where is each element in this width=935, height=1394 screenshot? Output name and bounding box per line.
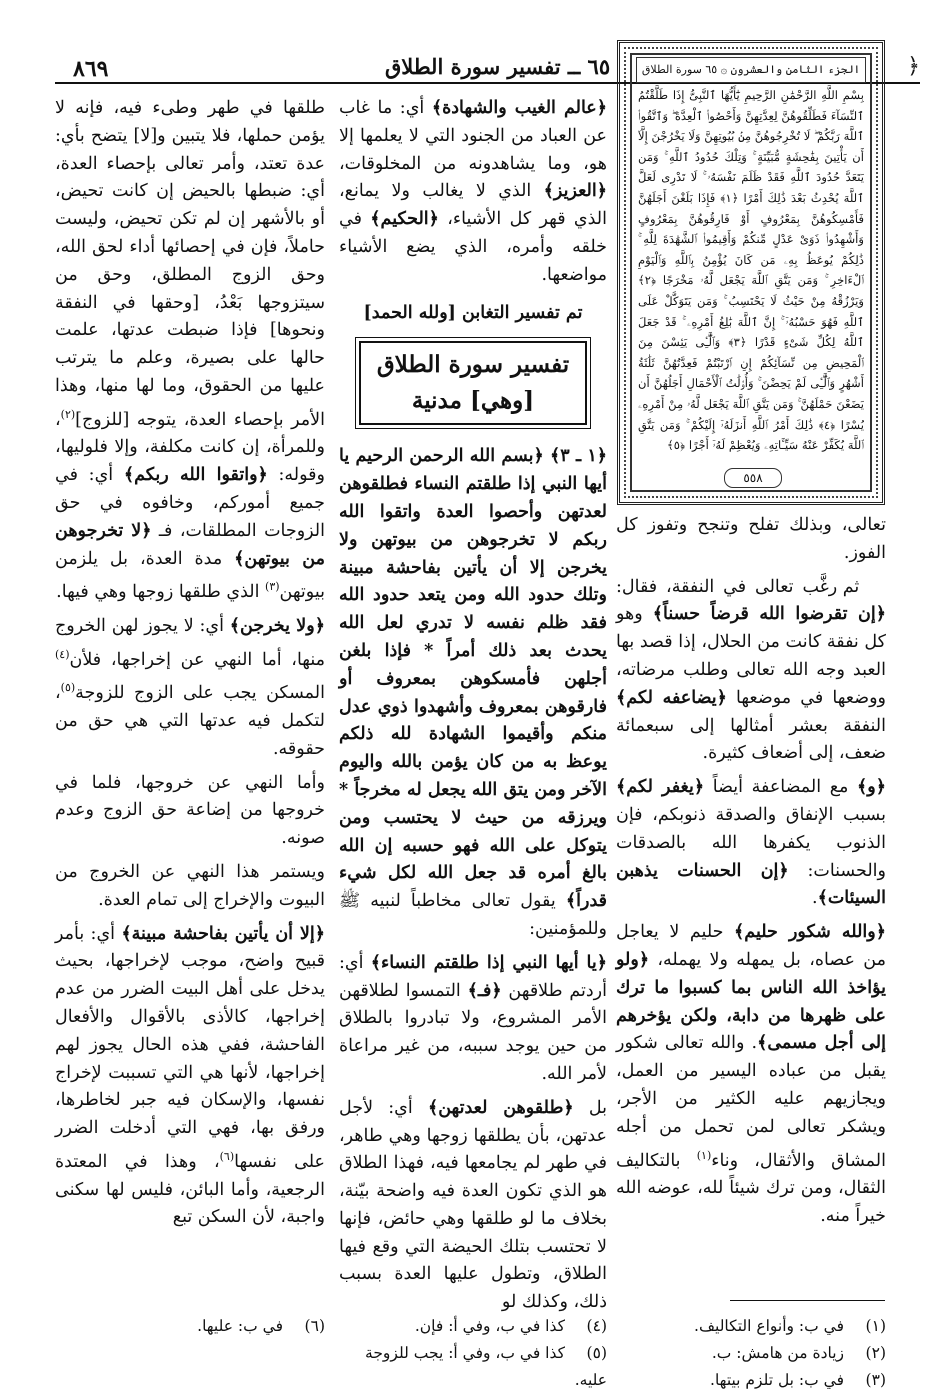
- footnote-ref[interactable]: (٥): [60, 681, 76, 695]
- paragraph: ﴿إلا أن يأتين بفاحشة مبينة﴾ أي: بأمر قبيح واضح، موجب لإخراجها، بحيث يدخل على أهل البيت الضرر من عدم إخراجها، كالأذى بالأقوال والأفعال الفاحشة، ففي هذه الحال يجوز لهم إخراجها، لأنها هي التي تسببت لإخراج نفسها، والإسكان فيه جبر لخاطرها، ورفق بها، فهي التي أدخلت الضرر على نفسها$^{(٦)}$، وهذا في المعتدة الرجعية، وأما البائن، فليس لها سكنى واجبة، لأن السكن تبع: [55, 923, 325, 1228]
- paragraph: ﴿ولا يخرجن﴾ أي: لا يجوز لهن الخروج منها، أما النهي عن إخراجها، فلأن$^{(٤)}$ المسكن يجب على الزوج للزوجة$^{(٥)}$، لتكمل فيه عدتها التي هي حق من حقوقه.: [55, 616, 325, 759]
- footnotes-middle: [339, 1313, 607, 1394]
- verse-quote: ﴿و﴾: [857, 777, 886, 798]
- mushaf-page-image: [617, 40, 885, 505]
- surah-type: [وهي] مدنية: [411, 387, 535, 415]
- column-middle: [339, 95, 607, 1323]
- verse-quote: ﴿يغفر لكم﴾: [616, 777, 705, 798]
- header-bracket-right: ﴿: [907, 54, 920, 79]
- footnote-ref[interactable]: (١): [696, 1148, 712, 1162]
- verse-quote: ﴿ولو يؤاخذ الله الناس بما كسبوا ما ترك على ظهرها من دابة، ولكن يؤخرهم إلى أجل مسمى﴾: [616, 949, 886, 1054]
- column-left: [55, 95, 325, 1238]
- verse-quote: ﴿إلا أن يأتين بفاحشة مبينة﴾: [121, 923, 325, 944]
- verse-quote: ﴿يضاعفه لكم﴾: [616, 687, 727, 708]
- verse-quote: ﴿العزيز﴾: [543, 181, 607, 202]
- verse-quote: ﴿الحكيم﴾: [370, 209, 439, 230]
- verse-quote: ﴿عالم الغيب والشهادة﴾: [431, 98, 607, 118]
- paragraph: بل ﴿طلقوهن لعدتهن﴾ أي: لأجل عدتهن، بأن يطلقها زوجها وهي طاهر، في طهر لم يجامعها فيه، فهذا الطلاق هو الذي تكون العدة فيه واضحة بيّنة، بخلاف ما لو طلقها وهي حائض، فإنها لا تحتسب بتلك الحيضة التي وقع فيها الطلاق، وتطول عليها العدة بسبب ذلك، وكذلك لو: [339, 1097, 607, 1313]
- paragraph: ﴿و﴾ مع المضاعفة أيضاً ﴿يغفر لكم﴾ بسبب الإنفاق والصدقة ذنوبكم، فإن الذنوب يكفرها الله بالصدقات والحسنات: ﴿إن الحسنات يذهبن السيئات﴾.: [616, 777, 886, 909]
- footnotes-right: [616, 1313, 886, 1394]
- surah-title-box: [359, 341, 587, 425]
- footnote-ref[interactable]: (٢): [60, 407, 76, 421]
- verse-quote: ﴿إن الحسنات يذهبن السيئات﴾: [616, 860, 886, 909]
- paragraph: ﴿عالم الغيب والشهادة﴾ أي: ما غاب عن العباد من الجنود التي لا يعلمها إلا هو، وما يشاهدونه من المخلوقات، ﴿العزيز﴾ الذي لا يغالب ولا يمانع، الذي قهر كل الأشياء، ﴿الحكيم﴾ في خلقه وأمره، الذي يضع الأشياء مواضعها.: [339, 98, 607, 285]
- verse-quote: ﴿إن تقرضوا الله قرضاً حسناً﴾: [652, 604, 886, 625]
- footnote: (٤)كذا في ب، وفي أ: فإن.: [414, 1317, 607, 1335]
- mushaf-header: الجزء الثامن والعشرون ۞ ٦٥ سورة الطلاق: [636, 57, 866, 83]
- verse-quote: ﴿والله شكور حليم﴾: [734, 922, 886, 943]
- footnote: (٣)في ب: بل تلزم بيتها.: [710, 1371, 886, 1389]
- paragraph: ويستمر هذا النهي عن الخروج من البيوت والإخراج إلى تمام العدة.: [55, 862, 325, 910]
- verse-quote: ﴿طلقوهن لعدتهن﴾: [427, 1097, 574, 1118]
- paragraph: ﴿يا أيها النبي إذا طلقتم النساء﴾ أي: أردتم طلاقهن ﴿فـ﴾ التمسوا لطلاقهن الأمر المشروع، ولا تبادروا بالطلاق من حين يوجد سببه، من غير مراعاة لأمر الله.: [339, 952, 607, 1084]
- page-title: ٦٥ ــ تفسير سورة الطلاق: [385, 54, 611, 79]
- verse-quote: ﴿لا تخرجوهن من بيوتهن﴾: [55, 520, 325, 569]
- page-number: ٨٦٩: [73, 56, 109, 82]
- paragraph: طلقها في طهر وطىء فيه، فإنه لا يؤمن حملها، فلا يتبين و[لا] يتضح بأي: عدة تعتد، وأمر تعالى بإحصاء العدة، أي: ضبطها بالحيض إن كانت تحيض، أو بالأشهر إن لم تكن تحيض، وليست حاملاً، فإن في إحصائها أداء لحق الله، وحق الزوج المطلق، وحق من سيتزوجها بَعْدُ، [وحقها في النفقة ونحوها] فإذا ضبطت عدتها، علمت حالها على بصيرة، وعلم ما يترتب عليها من الحقوق، وما لها منها، وهذا الأمر بإحصاء العدة، يتوجه [للزوج]$^{(٢)}$، وللمرأة، إن كانت مكلفة، وإلا فلوليها، وقوله: ﴿واتقوا الله ربكم﴾ أي: في جميع أموركم، وخافوه في حق الزوجات المطلقات، فـ ﴿لا تخرجوهن من بيوتهن﴾ مدة العدة، بل يلزمن بيوتهن$^{(٣)}$ الذي طلقها زوجها وهي فيها.: [55, 98, 325, 603]
- footnotes-left: [55, 1313, 325, 1340]
- paragraph: وأما النهي عن خروجها، فلما في خروجها من إضاعة حق الزوج وعدم صونه.: [55, 772, 325, 849]
- verse-quote: ﴿واتقوا الله ربكم﴾: [123, 465, 268, 486]
- paragraph: ﴿١ ـ ٣﴾ ﴿بسم الله الرحمن الرحيم يا أيها النبي إذا طلقتم النساء فطلقوهن لعدتهن وأحصوا العدة واتقوا الله ربكم لا تخرجوهن من بيوتهن ولا يخرجن إلا أن يأتين بفاحشة مبينة وتلك حدود الله ومن يتعد حدود الله فقد ظلم نفسه لا تدري لعل الله يحدث بعد ذلك أمراً * فإذا بلغن أجلهن فأمسكوهن بمعروف أو فارقوهن بمعروف وأشهدوا ذوي عدل منكم وأقيموا الشهادة لله ذلكم يوعظ به من كان يؤمن بالله واليوم الآخر ومن يتق الله يجعل له مخرجاً * ويرزقه من حيث لا يحتسب ومن يتوكل على الله فهو حسبه إن الله بالغ أمره قد جعل الله لكل شيء قدراً﴾ يقول تعالى مخاطباً لنبيه ﷺ وللمؤمنين:: [339, 446, 608, 939]
- verse-quote: ﴿ولا يخرجن﴾: [229, 616, 325, 636]
- paragraph: تعالى، وبذلك تفلح وتنجح وتفوز كل الفوز.: [616, 515, 886, 563]
- verse-quote: ﴿يا أيها النبي إذا طلقتم النساء﴾: [370, 952, 607, 973]
- surah-end-note: تم تفسير التغابن [ولله الحمد]: [363, 302, 583, 323]
- paragraph: ﴿والله شكور حليم﴾ حليم لا يعاجل من عصاه، بل يمهله ولا يهمله، ﴿ولو يؤاخذ الله الناس بما كسبوا ما ترك على ظهرها من دابة، ولكن يؤخرهم إلى أجل مسمى﴾. والله تعالى شكور يقبل من عباده اليسير من العمل، ويجازيهم عليه الكثير من الأجر، ويشكر تعالى لمن تحمل من أجله المشاق والأثقال، وناء$^{(١)}$ بالتكاليف الثقال، ومن ترك شيئاً لله، عوضه الله خيراً منه.: [616, 922, 886, 1226]
- footnote-ref[interactable]: (٦): [219, 1150, 235, 1163]
- column-right: [616, 512, 886, 1237]
- paragraph: ثم رغَّب تعالى في النفقة، فقال: ﴿إن تقرضوا الله قرضاً حسناً﴾ وهو كل نفقة كانت من الحلال، إذا قصد بها العبد وجه الله تعالى وطلب مرضاته، ووضعها في موضعها ﴿يضاعفه لكم﴾ النفقة بعشر أمثالها إلى سبعمائة ضعف، إلى أضعاف كثيرة.: [616, 576, 886, 764]
- footnote-ref[interactable]: (٣): [265, 580, 280, 594]
- mushaf-page-number: ٥٥٨: [724, 468, 782, 488]
- footnote: (٦)في ب: عليها.: [197, 1317, 325, 1335]
- footnote: (٢)زيادة من هامش: ب.: [711, 1344, 886, 1362]
- footnote-ref[interactable]: (٤): [55, 647, 70, 661]
- verse-quote: ﴿فـ﴾: [467, 980, 502, 1001]
- mushaf-text: بِسْمِ اللَّهِ الرَّحْمَٰنِ الرَّحِيمِ يَٰٓأَيُّهَا ٱلنَّبِىُّ إِذَا طَلَّقْتُمُ ٱلنِّسَآءَ فَطَلِّقُوهُنَّ لِعِدَّتِهِنَّ وَأَحْصُوا۟ ٱلْعِدَّةَ ۖ وَٱتَّقُوا۟ ٱللَّهَ رَبَّكُمْ ۖ لَا تُخْرِجُوهُنَّ مِنۢ بُيُوتِهِنَّ وَلَا يَخْرُجْنَ إِلَّآ أَن يَأْتِينَ بِفَٰحِشَةٍ مُّبَيِّنَةٍ ۚ وَتِلْكَ حُدُودُ ٱللَّهِ ۚ وَمَن يَتَعَدَّ حُدُودَ ٱللَّهِ فَقَدْ ظَلَمَ نَفْسَهُۥ ۚ لَا تَدْرِى لَعَلَّ ٱللَّهَ يُحْدِثُ بَعْدَ ذَٰلِكَ أَمْرًا ﴿١﴾ فَإِذَا بَلَغْنَ أَجَلَهُنَّ فَأَمْسِكُوهُنَّ بِمَعْرُوفٍ أَوْ فَارِقُوهُنَّ بِمَعْرُوفٍ وَأَشْهِدُوا۟ ذَوَىْ عَدْلٍ مِّنكُمْ وَأَقِيمُوا۟ ٱلشَّهَٰدَةَ لِلَّهِ ۚ ذَٰلِكُمْ يُوعَظُ بِهِۦ مَن كَانَ يُؤْمِنُ بِٱللَّهِ وَٱلْيَوْمِ ٱلْءَاخِرِ ۚ وَمَن يَتَّقِ ٱللَّهَ يَجْعَل لَّهُۥ مَخْرَجًا ﴿٢﴾ وَيَرْزُقْهُ مِنْ حَيْثُ لَا يَحْتَسِبُ ۚ وَمَن يَتَوَكَّلْ عَلَى ٱللَّهِ فَهُوَ حَسْبُهُۥٓ ۚ إِنَّ ٱللَّهَ بَٰلِغُ أَمْرِهِۦ ۚ قَدْ جَعَلَ ٱللَّهُ لِكُلِّ شَىْءٍ قَدْرًا ﴿٣﴾ وَٱلَّٰٓـِٔى يَئِسْنَ مِنَ ٱلْمَحِيضِ مِن نِّسَآئِكُمْ إِنِ ٱرْتَبْتُمْ فَعِدَّتُهُنَّ ثَلَٰثَةُ أَشْهُرٍ وَٱلَّٰٓـِٔى لَمْ يَحِضْنَ ۚ وَأُو۟لَٰتُ ٱلْأَحْمَالِ أَجَلُهُنَّ أَن يَضَعْنَ حَمْلَهُنَّ ۚ وَمَن يَتَّقِ ٱللَّهَ يَجْعَل لَّهُۥ مِنْ أَمْرِهِۦ يُسْرًا ﴿٤﴾ ذَٰلِكَ أَمْرُ ٱللَّهِ أَنزَلَهُۥٓ إِلَيْكُمْ ۚ وَمَن يَتَّقِ ٱللَّهَ يُكَفِّرْ عَنْهُ سَيِّـَٔاتِهِۦ وَيُعْظِمْ لَهُۥٓ أَجْرًا ﴿٥﴾: [638, 88, 864, 453]
- verse-quote: ﴿١ ـ ٣﴾ ﴿بسم الله الرحمن الرحيم يا أيها النبي إذا طلقتم النساء فطلقوهن لعدتهن وأحصوا العدة واتقوا الله ربكم لا تخرجوهن من بيوتهن ولا يخرجن إلا أن يأتين بفاحشة مبينة وتلك حدود الله ومن يتعد حدود الله فقد ظلم نفسه لا تدري لعل الله يحدث بعد ذلك أمراً * فإذا بلغن أجلهن فأمسكوهن بمعروف أو فارقوهن بمعروف وأشهدوا ذوي عدل منكم وأقيموا الشهادة لله ذلكم يوعظ به من كان يؤمن بالله واليوم الآخر ومن يتق الله يجعل له مخرجاً * ويرزقه من حيث لا يحتسب ومن يتوكل على الله فهو حسبه إن الله بالغ أمره قد جعل الله لكل شيء قدراً﴾: [339, 446, 608, 912]
- footnote: (١)في ب: وأنواع التكاليف.: [694, 1317, 886, 1335]
- surah-title: تفسير سورة الطلاق: [376, 351, 570, 379]
- footnote-rule: [730, 1300, 885, 1301]
- footnote: (٥)كذا في ب، وفي أ: يجب للزوجة عليه.: [365, 1344, 607, 1389]
